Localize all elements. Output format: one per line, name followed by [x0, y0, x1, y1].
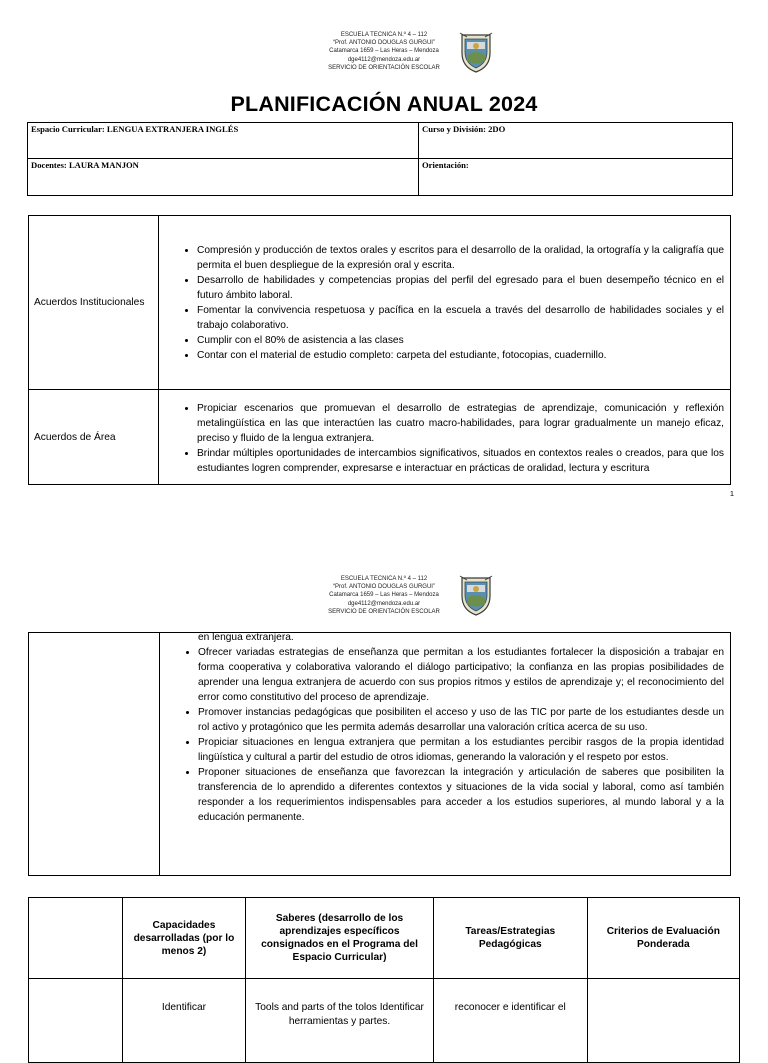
- table-cell: Identificar: [122, 979, 245, 1063]
- acuerdos-area-label: Acuerdos de Área: [29, 390, 159, 485]
- table-row: [29, 979, 740, 1063]
- list-item: • Contar con el material de estudio completo: carpeta del estudiante, fotocopias, cuadernillo.: [197, 348, 724, 363]
- table-header: [29, 898, 123, 979]
- bullet-list: [159, 401, 724, 473]
- list-item: • Fomentar la convivencia respetuosa y pacífica en la escuela a través del desarrollo de habilidades sociales y el trabajo colaborativo.: [197, 303, 724, 333]
- orientacion-cell: Orientación:: [419, 159, 733, 196]
- docentes-cell: Docentes: LAURA MANJON: [28, 159, 419, 196]
- list-item: • Compresión y producción de textos orales y escritos para el desarrollo de la oralidad, la ortografía y la caligrafía que permita el buen despliegue de la expresión oral y escrita.: [197, 243, 724, 273]
- table-row: [29, 390, 731, 485]
- table-header: Criterios de Evaluación Ponderada: [587, 898, 739, 979]
- list-item: en lengua extranjera.: [198, 632, 294, 643]
- acuerdos-institucionales-label: Acuerdos Institucionales: [29, 216, 159, 390]
- letterhead-line: “Prof. ANTONIO DOUGLAS GURGUI”: [333, 584, 435, 591]
- list-item: • Propiciar situaciones en lengua extranjera que permitan a los estudiantes percibir rasgos de la propia identidad lingüística y cultural a partir del estudio de otros idiomas, generando la valoración y el respeto por estos.: [198, 735, 724, 765]
- table-row: [29, 633, 731, 876]
- acuerdos-table: [28, 215, 731, 485]
- table-cell: [29, 979, 123, 1063]
- list-item: • Cumplir con el 80% de asistencia a las clases: [197, 333, 724, 348]
- bullet-list: [159, 243, 724, 363]
- page-1: [0, 0, 768, 510]
- table-header: Capacidades desarrolladas (por lo menos 2): [122, 898, 245, 979]
- planning-table: [28, 897, 740, 1063]
- table-header-row: [29, 898, 740, 979]
- letterhead-line: ESCUELA TECNICA N.º 4 – 112: [340, 576, 428, 582]
- page-number: 1: [729, 489, 734, 498]
- letterhead-line: “Prof. ANTONIO DOUGLAS GURGUI”: [333, 40, 435, 47]
- list-item: • Ofrecer variadas estrategias de enseñanza que permitan a los estudiantes fortalecer la disposición a trabajar en forma cooperativa y colaborativa valorando el diálogo participativo; la confianza en las propias posibilidades de aprender una lengua extranjera de acuerdo con sus propios ritmos y estilos de aprendizaje y; el reconocimiento del error como constitutivo del proceso de aprendizaje.: [198, 645, 724, 705]
- acuerdos-continuation-table: [28, 632, 731, 876]
- letterhead-line: ESCUELA TECNICA N.º 4 – 112: [340, 32, 428, 38]
- curso-division-cell: Curso y División: 2DO: [419, 123, 733, 159]
- espacio-curricular-cell: Espacio Curricular: LENGUA EXTRANJERA INGLÉS: [28, 123, 419, 159]
- empty-label-cell: [29, 633, 160, 876]
- table-cell: Tools and parts of the tolos Identificar herramientas y partes.: [246, 979, 434, 1063]
- letterhead: [0, 575, 768, 616]
- school-crest-icon: [459, 31, 493, 73]
- letterhead-line: dge4112@mendoza.edu.ar: [347, 56, 421, 63]
- course-info-table: [27, 122, 733, 196]
- table-header: Tareas/Estrategias Pedagógicas: [433, 898, 587, 979]
- letterhead-line: SERVICIO DE ORIENTACIÓN ESCOLAR: [328, 64, 440, 71]
- letterhead-line: SERVICIO DE ORIENTACIÓN ESCOLAR: [328, 608, 440, 615]
- school-crest-icon: [459, 574, 493, 616]
- acuerdos-area-continuation: [160, 633, 731, 876]
- letterhead-line: Catamarca 1659 – Las Heras – Mendoza: [329, 592, 439, 599]
- table-header: Saberes (desarrollo de los aprendizajes específicos consignados en el Programa del Espacio Curricular): [246, 898, 434, 979]
- bullet-list: [160, 630, 724, 825]
- letterhead-line: dge4112@mendoza.edu.ar: [347, 600, 421, 607]
- list-item: • Desarrollo de habilidades y competencias propias del perfil del egresado para el buen desempeño técnico en el futuro ámbito laboral.: [197, 273, 724, 303]
- letterhead: [0, 31, 768, 72]
- page-gap: [0, 510, 768, 548]
- list-item: • Promover instancias pedagógicas que posibiliten el acceso y uso de las TIC por parte de los estudiantes desde un rol activo y protagónico que les permita además desarrollar una valoración crítica acerca de su uso.: [198, 705, 724, 735]
- acuerdos-area-content: [159, 390, 731, 485]
- list-item: • Proponer situaciones de enseñanza que favorezcan la integración y articulación de saberes que posibiliten la transferencia de lo aprendido a diferentes contextos y situaciones de la vida social y laboral, como así también responder a los requerimientos indispensables para acceder a los estudios superiores, al mundo laboral y a la educación permanente.: [198, 765, 724, 825]
- table-row: [29, 216, 731, 390]
- letterhead-line: Catamarca 1659 – Las Heras – Mendoza: [329, 48, 439, 55]
- list-item: • Propiciar escenarios que promuevan el desarrollo de estrategias de aprendizaje, comunicación y reflexión metalingüística en las que interactúen las cuatro macro-habilidades, para lograr gradualmente un manejo eficaz, preciso y fluido de la lengua extranjera.: [197, 401, 724, 446]
- table-cell: reconocer e identificar el: [433, 979, 587, 1063]
- list-item: • Brindar múltiples oportunidades de intercambios significativos, situados en contextos reales o creados, para que los estudiantes logren comprender, expresarse e interactuar en prácticas de oralidad, lectura y escritura: [197, 446, 724, 473]
- page-title: PLANIFICACIÓN ANUAL 2024: [230, 92, 538, 116]
- page-2: [0, 548, 768, 1027]
- table-cell: [587, 979, 739, 1063]
- acuerdos-institucionales-content: [159, 216, 731, 390]
